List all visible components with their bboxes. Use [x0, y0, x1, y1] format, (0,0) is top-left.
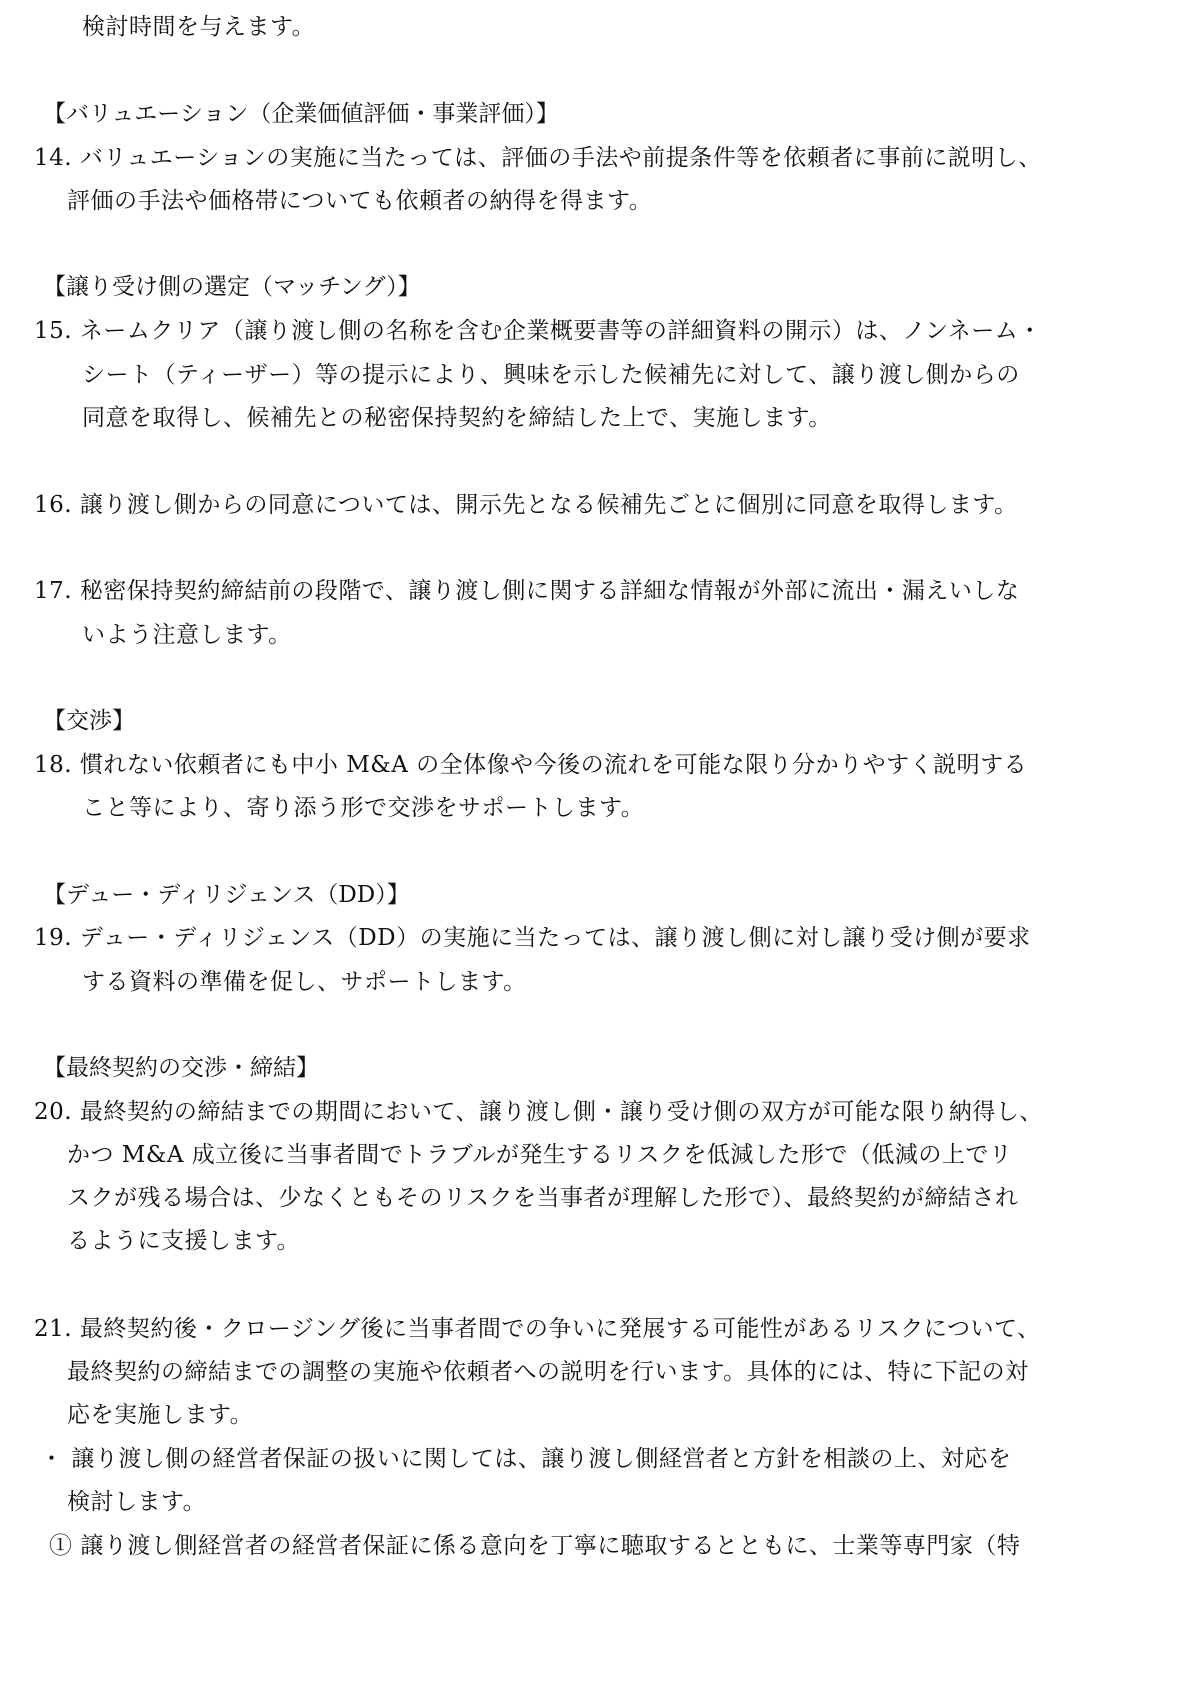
sub-item-1 [49, 1531, 1020, 1561]
bullet-text-line: 譲り渡し側の経営者保証の扱いに関しては、譲り渡し側経営者と方針を相談の上、対応を [71, 1446, 1012, 1472]
item-number: 15. [34, 318, 73, 344]
item-text-line: 最終契約の締結までの期間において、譲り渡し側・譲り受け側の双方が可能な限り納得し、 [79, 1099, 1043, 1125]
section-heading-matching: 【譲り受け側の選定（マッチング）】 [43, 274, 421, 300]
item-15 [34, 316, 1042, 346]
bullet-text-line: 検討します。 [67, 1489, 207, 1515]
item-text-line: バリュエーションの実施に当たっては、評価の手法や前提条件等を依頼者に事前に説明し、 [79, 145, 1042, 171]
section-heading-valuation: 【バリュエーション（企業価値評価・事業評価）】 [43, 101, 559, 127]
item-text-line: こと等により、寄り添う形で交渉をサポートします。 [82, 795, 645, 821]
item-number: 16. [34, 492, 73, 518]
item-text-line: デュー・ディリジェンス（DD）の実施に当たっては、譲り渡し側に対し譲り受け側が要求 [79, 925, 1031, 951]
section-heading-negotiation: 【交渉】 [43, 708, 135, 734]
item-14 [34, 143, 1042, 173]
item-21 [34, 1314, 1041, 1344]
bullet-item [40, 1444, 1011, 1474]
item-17 [34, 576, 1019, 606]
item-number: 21. [34, 1316, 73, 1342]
item-text-line: 応を実施します。 [67, 1402, 254, 1428]
item-number: 19. [34, 925, 73, 951]
item-text-line: 秘密保持契約締結前の段階で、譲り渡し側に関する詳細な情報が外部に流出・漏えいしな [79, 578, 1020, 604]
item-text-line: ネームクリア（譲り渡し側の名称を含む企業概要書等の詳細資料の開示）は、ノンネーム・ [79, 318, 1042, 344]
sub-item-text-line: 譲り渡し側経営者の経営者保証に係る意向を丁寧に聴取するとともに、士業等専門家（特 [80, 1533, 1021, 1559]
item-text-line: シート（ティーザー）等の提示により、興味を示した候補先に対して、譲り渡し側からの [82, 362, 1020, 388]
item-text-line: 譲り渡し側からの同意については、開示先となる候補先ごとに個別に同意を取得します。 [79, 492, 1018, 518]
item-text-line: いよう注意します。 [82, 622, 292, 648]
item-text-line: 慣れない依頼者にも中小 M&A の全体像や今後の流れを可能な限り分かりやすく説明する [79, 752, 1028, 778]
section-heading-final-contract: 【最終契約の交渉・締結】 [43, 1055, 319, 1081]
item-text-line: する資料の準備を促し、サポートします。 [82, 969, 527, 995]
item-20 [34, 1097, 1043, 1127]
section-heading-due-diligence: 【デュー・ディリジェンス（DD）】 [43, 882, 410, 908]
item-text-line: スクが残る場合は、少なくともそのリスクを当事者が理解した形で）、最終契約が締結され [67, 1185, 1019, 1211]
item-text-line: るように支援します。 [67, 1228, 301, 1254]
item-text-line: かつ M&A 成立後に当事者間でトラブルが発生するリスクを低減した形で（低減の上でリ [67, 1142, 1013, 1168]
bullet-marker: ・ [40, 1446, 64, 1472]
item-19 [34, 923, 1031, 953]
item-text-line: 最終契約後・クロージング後に当事者間での争いに発展する可能性があるリスクについて、 [79, 1316, 1041, 1342]
sub-item-marker: ① [49, 1533, 73, 1559]
item-number: 17. [34, 578, 73, 604]
item-number: 18. [34, 752, 73, 778]
item-number: 14. [34, 145, 73, 171]
item-16 [34, 490, 1018, 520]
item-text-line: 最終契約の締結までの調整の実施や依頼者への説明を行います。具体的には、特に下記の対 [67, 1359, 1029, 1385]
item-number: 20. [34, 1099, 73, 1125]
item-18 [34, 750, 1027, 780]
intro-continuation-text: 検討時間を与えます。 [82, 14, 316, 40]
item-text-line: 同意を取得し、候補先との秘密保持契約を締結した上で、実施します。 [82, 405, 832, 431]
item-text-line: 評価の手法や価格帯についても依頼者の納得を得ます。 [67, 188, 653, 214]
